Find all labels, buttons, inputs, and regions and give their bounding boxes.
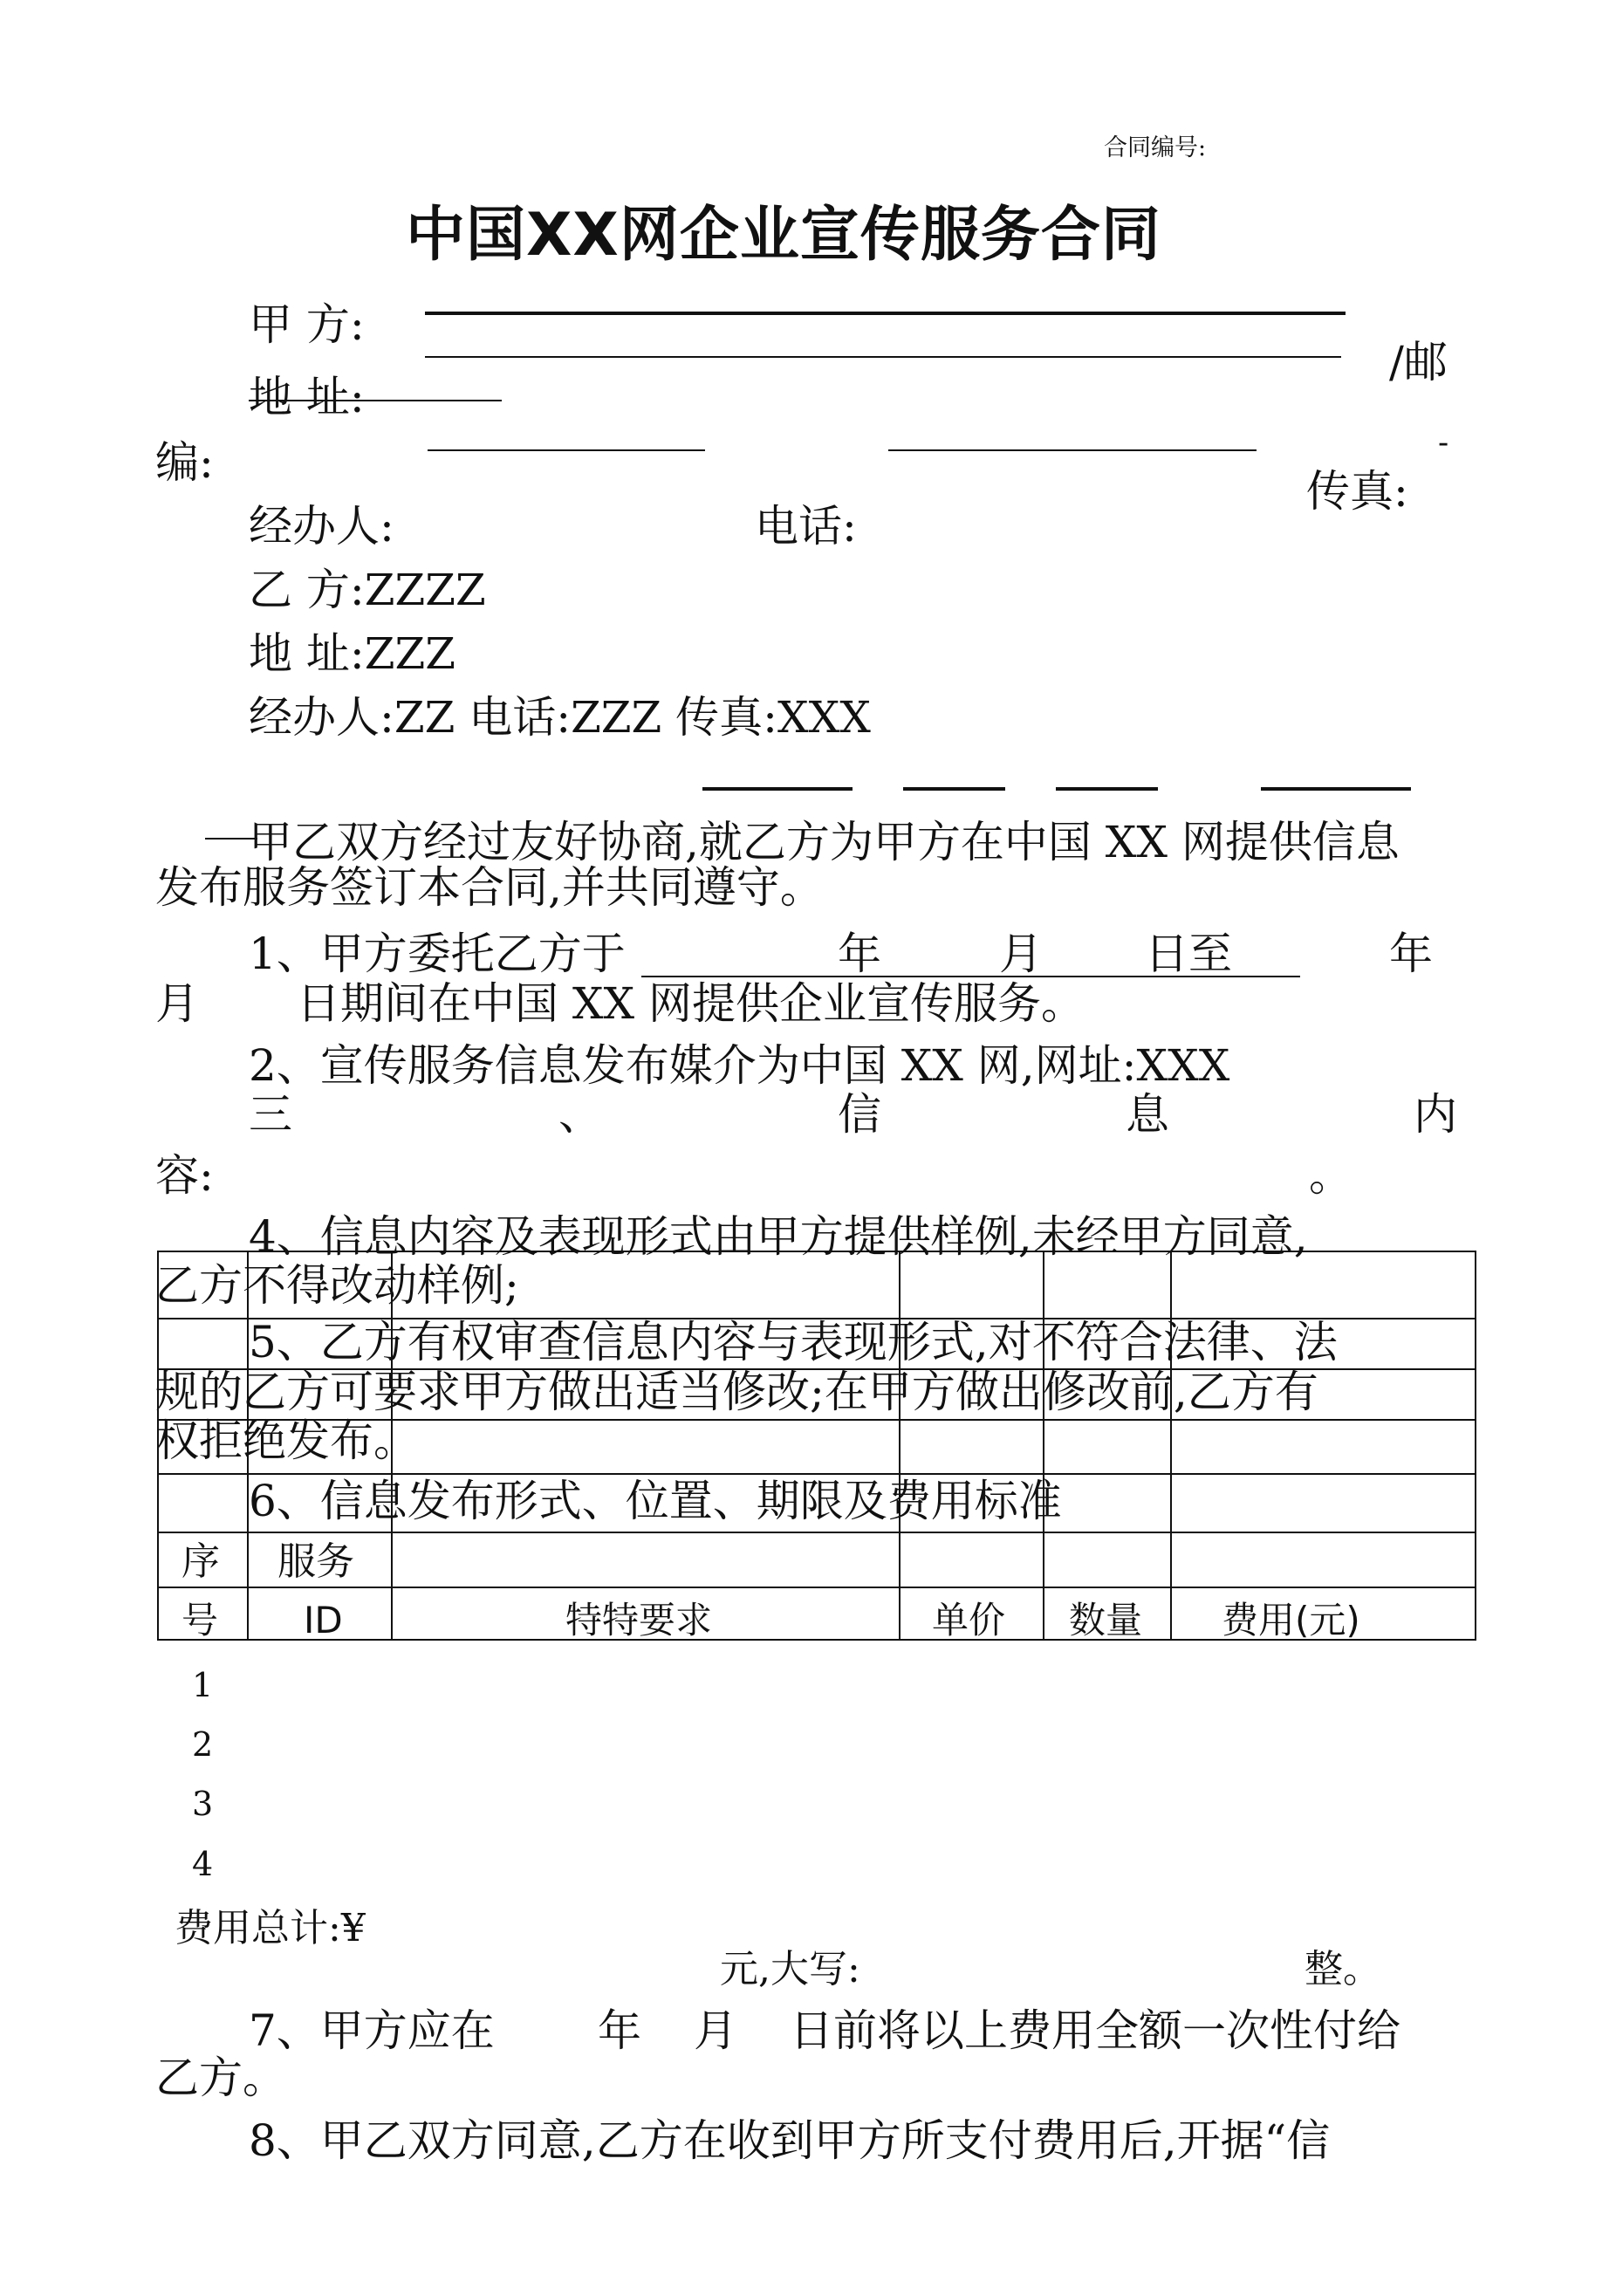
table-header-qty: 数量 xyxy=(1069,1599,1143,1641)
row-number: 1 xyxy=(192,1666,214,1704)
table-col-4 xyxy=(899,1251,901,1639)
clause-3-label: 容: xyxy=(155,1150,214,1201)
clause-1-start: 1、甲方委托乙方于 xyxy=(249,929,626,979)
table-header-seq-bottom: 号 xyxy=(181,1599,219,1641)
postcode-label: 编: xyxy=(155,437,214,488)
party-a-name-blank[interactable] xyxy=(425,312,1346,315)
party-b-name: 乙 方:ZZZZ xyxy=(249,565,486,615)
page-title: 中国XX网企业宣传服务合同 xyxy=(406,201,1161,270)
party-a-address-label: 地 址: xyxy=(249,372,365,422)
postcode-suffix-label: /邮 xyxy=(1389,337,1448,387)
party-a-phone-label: 电话: xyxy=(755,501,857,552)
table-header-seq-top: 序 xyxy=(181,1539,220,1584)
clause-3-char-1: 三 xyxy=(249,1089,292,1140)
party-b-blank-3[interactable] xyxy=(1056,787,1158,791)
clause-4-line-1: 4、信息内容及表现形式由甲方提供样例,未经甲方同意, xyxy=(249,1211,1308,1262)
postcode-blank[interactable] xyxy=(428,449,705,451)
party-a-address-blank[interactable] xyxy=(425,356,1341,358)
clause-6: 6、信息发布形式、位置、期限及费用标准 xyxy=(249,1476,1062,1526)
total-label: 费用总计:¥ xyxy=(175,1906,366,1950)
party-b-address: 地 址:ZZZ xyxy=(249,628,455,679)
party-a-fax-label: 传真: xyxy=(1306,466,1408,517)
dash-mark: - xyxy=(1438,425,1449,461)
clause-2: 2、宣传服务信息发布媒介为中国 XX 网,网址:XXX xyxy=(249,1040,1230,1091)
party-b-blank-4[interactable] xyxy=(1261,787,1411,791)
clause-7-rest: 日前将以上费用全额一次性付给 xyxy=(790,2005,1400,2056)
table-line-7 xyxy=(157,1587,1476,1588)
row-number: 3 xyxy=(192,1785,214,1823)
clause-7-month: 月 xyxy=(694,2005,737,2056)
row-number: 2 xyxy=(192,1725,214,1764)
clause-8-line-1: 8、甲乙双方同意,乙方在收到甲方所支付费用后,开据“信 xyxy=(249,2115,1331,2166)
intro-line-1: 甲乙双方经过友好协商,就乙方为甲方在中国 XX 网提供信息 xyxy=(249,817,1400,867)
clause-3-char-2: 、 xyxy=(558,1089,602,1140)
party-a-agent-label: 经办人: xyxy=(249,501,394,552)
clause-3-char-3: 信 xyxy=(838,1089,881,1140)
contract-number-label: 合同编号: xyxy=(1104,134,1207,161)
table-header-id: ID xyxy=(304,1599,343,1641)
table-col-5 xyxy=(1043,1251,1044,1639)
table-header-service: 服务 xyxy=(277,1539,354,1584)
clause-5-line-3: 权拒绝发布。 xyxy=(155,1415,417,1466)
service-period-blank[interactable] xyxy=(641,976,1300,977)
clause-3-end: 。 xyxy=(1309,1150,1352,1201)
clause-1-month: 月 xyxy=(999,929,1043,979)
table-header-fee: 费用(元) xyxy=(1222,1599,1360,1641)
total-yuan-label: 元,大写: xyxy=(720,1947,860,1991)
clause-5-line-2: 规的乙方可要求甲方做出适当修改;在甲方做出修改前,乙方有 xyxy=(155,1367,1318,1417)
table-header-special: 特特要求 xyxy=(565,1599,713,1641)
party-a-name-label: 甲 方: xyxy=(249,299,365,350)
clause-3-char-4: 息 xyxy=(1126,1089,1169,1140)
clause-5-line-1: 5、乙方有权审查信息内容与表现形式,对不符合法律、法 xyxy=(249,1317,1338,1367)
total-whole-label: 整。 xyxy=(1305,1947,1381,1991)
clause-1-month-2: 月 xyxy=(155,978,199,1029)
clause-7-year: 年 xyxy=(598,2005,641,2056)
clause-1-year-2: 年 xyxy=(1389,929,1433,979)
clause-7-start: 7、甲方应在 xyxy=(249,2005,495,2056)
row-number: 4 xyxy=(192,1845,214,1883)
clause-1-year: 年 xyxy=(838,929,881,979)
intro-line-2: 发布服务签订本合同,并共同遵守。 xyxy=(155,862,824,913)
clause-7-line-2: 乙方。 xyxy=(155,2053,286,2103)
table-header-price: 单价 xyxy=(932,1599,1006,1641)
party-b-blank-2[interactable] xyxy=(903,787,1005,791)
clause-3-char-5: 内 xyxy=(1414,1089,1457,1140)
clause-1-rest: 日期间在中国 XX 网提供企业宣传服务。 xyxy=(297,978,1085,1029)
party-b-blank-1[interactable] xyxy=(702,787,853,791)
party-a-phone-blank[interactable] xyxy=(888,449,1257,451)
table-col-7 xyxy=(1475,1251,1476,1639)
table-col-6 xyxy=(1170,1251,1172,1639)
table-line-5 xyxy=(157,1473,1476,1475)
clause-1-day-to: 日至 xyxy=(1145,929,1232,979)
clause-4-line-2: 乙方不得改动样例; xyxy=(155,1260,519,1311)
party-b-contacts: 经办人:ZZ 电话:ZZZ 传真:XXX xyxy=(249,692,871,743)
address-strike-line xyxy=(249,400,502,401)
table-line-6 xyxy=(157,1532,1476,1533)
